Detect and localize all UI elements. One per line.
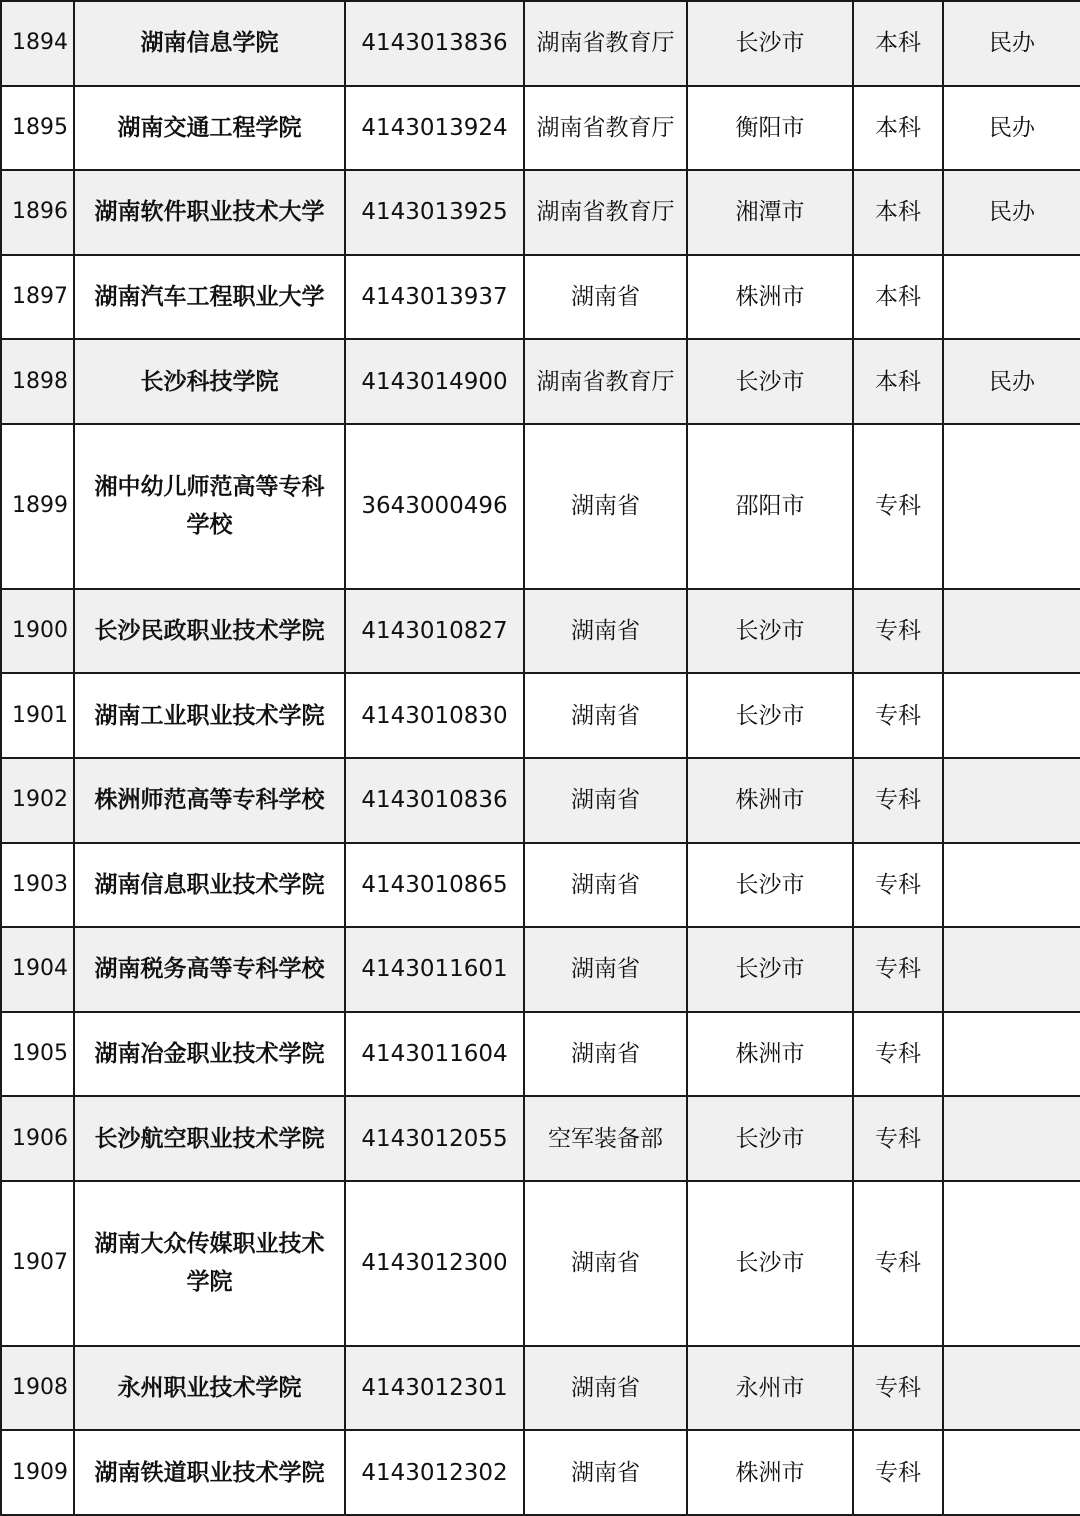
row-index-cell: 1894 — [1, 1, 74, 86]
city-cell: 长沙市 — [687, 843, 853, 928]
city-cell: 永州市 — [687, 1346, 853, 1431]
table-row — [1, 927, 1080, 1012]
table-row — [1, 1012, 1080, 1097]
school-name-cell: 湖南冶金职业技术学院 — [74, 1012, 345, 1097]
city-cell: 株洲市 — [687, 255, 853, 340]
school-code-cell: 4143010836 — [345, 758, 524, 843]
row-index-cell: 1896 — [1, 170, 74, 255]
supervising-authority-cell: 湖南省教育厅 — [524, 1, 687, 86]
ownership-note-cell: 民办 — [943, 1, 1080, 86]
education-level-cell: 专科 — [853, 843, 943, 928]
supervising-authority-cell: 湖南省教育厅 — [524, 339, 687, 424]
city-cell: 长沙市 — [687, 1181, 853, 1346]
table-row — [1, 170, 1080, 255]
row-index-cell: 1899 — [1, 424, 74, 589]
ownership-note-cell: 民办 — [943, 86, 1080, 171]
supervising-authority-cell: 湖南省 — [524, 255, 687, 340]
ownership-note-cell — [943, 589, 1080, 674]
ownership-note-cell — [943, 1012, 1080, 1097]
supervising-authority-cell: 湖南省 — [524, 927, 687, 1012]
school-name-cell: 长沙科技学院 — [74, 339, 345, 424]
city-cell: 株洲市 — [687, 758, 853, 843]
supervising-authority-cell: 湖南省教育厅 — [524, 86, 687, 171]
school-code-cell: 4143014900 — [345, 339, 524, 424]
education-level-cell: 专科 — [853, 424, 943, 589]
table-row — [1, 424, 1080, 589]
school-code-cell: 4143012301 — [345, 1346, 524, 1431]
row-index-cell: 1897 — [1, 255, 74, 340]
ownership-note-cell: 民办 — [943, 170, 1080, 255]
school-name-cell: 湖南工业职业技术学院 — [74, 673, 345, 758]
table-row — [1, 758, 1080, 843]
supervising-authority-cell: 空军装备部 — [524, 1096, 687, 1181]
education-level-cell: 专科 — [853, 589, 943, 674]
school-code-cell: 4143012300 — [345, 1181, 524, 1346]
row-index-cell: 1906 — [1, 1096, 74, 1181]
education-level-cell: 本科 — [853, 339, 943, 424]
table-row — [1, 589, 1080, 674]
ownership-note-cell — [943, 673, 1080, 758]
school-code-cell: 4143010827 — [345, 589, 524, 674]
school-code-cell: 4143010830 — [345, 673, 524, 758]
education-level-cell: 本科 — [853, 170, 943, 255]
school-code-cell: 3643000496 — [345, 424, 524, 589]
ownership-note-cell — [943, 1430, 1080, 1515]
school-code-cell: 4143010865 — [345, 843, 524, 928]
row-index-cell: 1907 — [1, 1181, 74, 1346]
table-row — [1, 339, 1080, 424]
ownership-note-cell — [943, 758, 1080, 843]
table-row — [1, 1096, 1080, 1181]
ownership-note-cell — [943, 1181, 1080, 1346]
school-name-cell: 湖南信息职业技术学院 — [74, 843, 345, 928]
school-code-cell: 4143011604 — [345, 1012, 524, 1097]
education-level-cell: 本科 — [853, 255, 943, 340]
education-level-cell: 专科 — [853, 1181, 943, 1346]
school-name-cell: 湖南交通工程学院 — [74, 86, 345, 171]
city-cell: 株洲市 — [687, 1012, 853, 1097]
school-code-cell: 4143012055 — [345, 1096, 524, 1181]
supervising-authority-cell: 湖南省 — [524, 1181, 687, 1346]
supervising-authority-cell: 湖南省 — [524, 589, 687, 674]
school-code-cell: 4143013925 — [345, 170, 524, 255]
school-name-cell: 长沙民政职业技术学院 — [74, 589, 345, 674]
school-name-cell: 湖南软件职业技术大学 — [74, 170, 345, 255]
table-row — [1, 1346, 1080, 1431]
row-index-cell: 1898 — [1, 339, 74, 424]
table-row — [1, 86, 1080, 171]
table-row — [1, 1, 1080, 86]
school-name-cell: 湖南大众传媒职业技术学院 — [74, 1181, 345, 1346]
supervising-authority-cell: 湖南省教育厅 — [524, 170, 687, 255]
education-level-cell: 专科 — [853, 1430, 943, 1515]
school-name-cell: 湖南税务高等专科学校 — [74, 927, 345, 1012]
table-row — [1, 843, 1080, 928]
row-index-cell: 1903 — [1, 843, 74, 928]
table-row — [1, 255, 1080, 340]
city-cell: 衡阳市 — [687, 86, 853, 171]
school-code-cell: 4143013924 — [345, 86, 524, 171]
school-name-cell: 湖南信息学院 — [74, 1, 345, 86]
supervising-authority-cell: 湖南省 — [524, 843, 687, 928]
row-index-cell: 1900 — [1, 589, 74, 674]
education-level-cell: 专科 — [853, 927, 943, 1012]
supervising-authority-cell: 湖南省 — [524, 758, 687, 843]
education-level-cell: 专科 — [853, 758, 943, 843]
city-cell: 长沙市 — [687, 927, 853, 1012]
supervising-authority-cell: 湖南省 — [524, 424, 687, 589]
row-index-cell: 1902 — [1, 758, 74, 843]
ownership-note-cell — [943, 1096, 1080, 1181]
education-level-cell: 本科 — [853, 86, 943, 171]
row-index-cell: 1905 — [1, 1012, 74, 1097]
ownership-note-cell — [943, 843, 1080, 928]
school-code-cell: 4143013937 — [345, 255, 524, 340]
city-cell: 长沙市 — [687, 1, 853, 86]
city-cell: 株洲市 — [687, 1430, 853, 1515]
school-code-cell: 4143013836 — [345, 1, 524, 86]
supervising-authority-cell: 湖南省 — [524, 673, 687, 758]
row-index-cell: 1908 — [1, 1346, 74, 1431]
supervising-authority-cell: 湖南省 — [524, 1346, 687, 1431]
table-row — [1, 1181, 1080, 1346]
row-index-cell: 1895 — [1, 86, 74, 171]
ownership-note-cell — [943, 927, 1080, 1012]
table-row — [1, 1430, 1080, 1515]
ownership-note-cell — [943, 1346, 1080, 1431]
city-cell: 长沙市 — [687, 589, 853, 674]
supervising-authority-cell: 湖南省 — [524, 1430, 687, 1515]
supervising-authority-cell: 湖南省 — [524, 1012, 687, 1097]
school-code-cell: 4143012302 — [345, 1430, 524, 1515]
education-level-cell: 专科 — [853, 1012, 943, 1097]
city-cell: 湘潭市 — [687, 170, 853, 255]
city-cell: 长沙市 — [687, 339, 853, 424]
school-name-cell: 长沙航空职业技术学院 — [74, 1096, 345, 1181]
city-cell: 邵阳市 — [687, 424, 853, 589]
education-level-cell: 专科 — [853, 673, 943, 758]
row-index-cell: 1901 — [1, 673, 74, 758]
education-level-cell: 本科 — [853, 1, 943, 86]
ownership-note-cell: 民办 — [943, 339, 1080, 424]
school-name-cell: 永州职业技术学院 — [74, 1346, 345, 1431]
education-level-cell: 专科 — [853, 1346, 943, 1431]
ownership-note-cell — [943, 424, 1080, 589]
city-cell: 长沙市 — [687, 673, 853, 758]
table-row — [1, 673, 1080, 758]
school-name-cell: 湖南汽车工程职业大学 — [74, 255, 345, 340]
city-cell: 长沙市 — [687, 1096, 853, 1181]
school-code-cell: 4143011601 — [345, 927, 524, 1012]
table-body — [1, 1, 1080, 1515]
row-index-cell: 1904 — [1, 927, 74, 1012]
education-level-cell: 专科 — [853, 1096, 943, 1181]
school-name-cell: 株洲师范高等专科学校 — [74, 758, 345, 843]
school-name-cell: 湖南铁道职业技术学院 — [74, 1430, 345, 1515]
ownership-note-cell — [943, 255, 1080, 340]
school-name-cell: 湘中幼儿师范高等专科学校 — [74, 424, 345, 589]
row-index-cell: 1909 — [1, 1430, 74, 1515]
